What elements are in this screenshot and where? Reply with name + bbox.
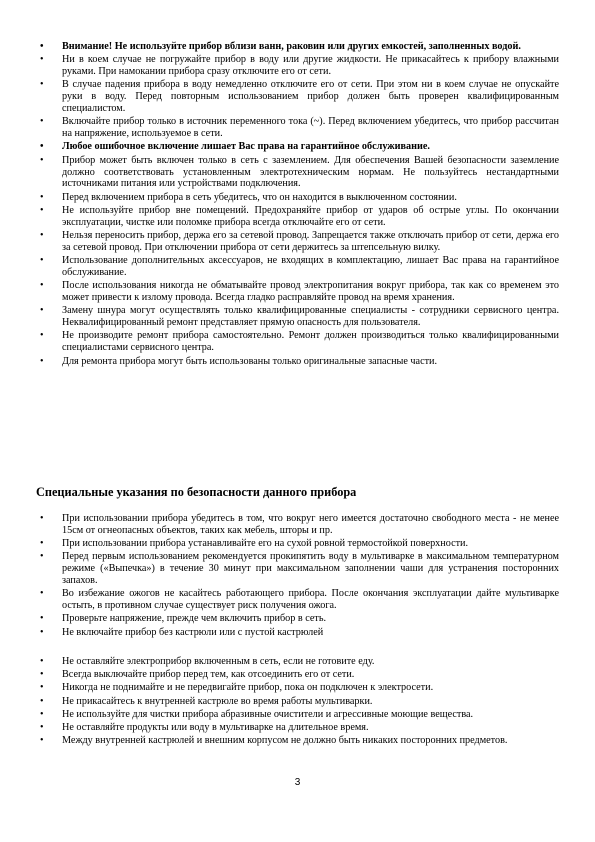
list-item-text: Во избежание ожогов не касайтесь работающего прибора. После окончания эксплуатации дайте мультиварке остыть, в противном случае существует риск получения ожога. — [62, 588, 559, 612]
bullet-icon: • — [40, 708, 44, 720]
list-item-text: Между внутренней кастрюлей и внешним корпусом не должно быть никаких посторонних предметов. — [62, 735, 508, 747]
list-item — [40, 305, 559, 329]
list-item — [40, 735, 559, 747]
list-item-text: При использовании прибора убедитесь в том, что вокруг него имеется достаточно свободного места - не менее 15см от огнеопасных объектов, таких как мебель, шторы и пр. — [62, 513, 559, 536]
list-item — [40, 79, 559, 115]
list-item — [40, 626, 559, 639]
list-item — [40, 613, 559, 625]
list-item-text: Не прикасайтесь к внутренней кастрюле во время работы мультиварки. — [62, 695, 373, 707]
list-item-text: Прибор может быть включен только в сеть с заземлением. Для обеспечения Вашей безопасности заземление должно соответствовать установленным электротехническим нормам. Не пользуйтесь нестандартными источниками питания или устройствами подключения. — [62, 154, 559, 190]
bullet-icon: • — [40, 54, 44, 66]
bullet-icon: • — [40, 41, 44, 52]
list-item — [40, 255, 559, 279]
list-item — [40, 538, 559, 550]
list-item — [40, 154, 559, 191]
bullet-icon: • — [40, 355, 44, 367]
list-item — [40, 682, 559, 694]
special-instructions-list-continued — [40, 656, 559, 748]
safety-warnings-list — [40, 41, 559, 369]
bullet-icon: • — [40, 229, 44, 241]
list-item-text: Проверьте напряжение, прежде чем включить прибор в сеть. — [62, 613, 327, 625]
bullet-icon: • — [40, 722, 44, 734]
list-item — [40, 41, 559, 53]
page-number: 3 — [294, 777, 301, 788]
bullet-icon: • — [40, 538, 44, 550]
list-item — [40, 551, 559, 587]
list-item — [40, 141, 559, 153]
list-item — [40, 280, 559, 304]
list-item — [40, 656, 559, 668]
list-item-text: Не оставляйте продукты или воду в мультиварке на длительное время. — [62, 722, 369, 734]
list-item — [40, 669, 559, 681]
list-item-text: В случае падения прибора в воду немедленно отключите его от сети. При этом ни в коем случае не опускайте руки в воду. Перед повторным использованием прибор должен быть проверен квалифицированным специалистом. — [62, 79, 559, 115]
list-item — [40, 330, 559, 354]
list-item-text: Не используйте для чистки прибора абразивные очистители и агрессивные моющие вещества. — [62, 708, 474, 720]
list-item — [40, 116, 559, 140]
list-item-text: Не производите ремонт прибора самостоятельно. Ремонт должен производиться только квалифицированными специалистами сервисного центра. — [62, 330, 559, 354]
bullet-icon: • — [40, 141, 44, 153]
list-item-text: Не оставляйте электроприбор включенным в сеть, если не готовите еду. — [62, 656, 375, 667]
list-item-text: После использования никогда не обматывайте провод электропитания вокруг прибора, так как со временем это может привести к излому провода. Всегда гладко расправляйте провод на время хранения. — [62, 280, 559, 304]
list-item-text: Нельзя переносить прибор, держа его за сетевой провод. Запрещается также отключать прибор от сети, держа его за сетевой провод. При отключении прибора от сети держитесь за штепсельную вилку. — [62, 229, 559, 253]
bullet-icon: • — [40, 588, 44, 600]
bullet-icon: • — [40, 330, 44, 342]
list-item-text: Всегда выключайте прибор перед тем, как отсоединить его от сети. — [62, 669, 355, 681]
list-item-text: Не используйте прибор вне помещений. Предохраняйте прибор от ударов об острые углы. По окончании эксплуатации, чистке или поломке прибора всегда отключайте его от сети. — [62, 204, 559, 228]
list-item-text: Включайте прибор только в источник переменного тока (~). Перед включением убедитесь, что прибор рассчитан на напряжение, используемое в сети. — [62, 116, 559, 140]
list-item — [40, 695, 559, 708]
bullet-icon: • — [40, 305, 44, 317]
list-item — [40, 355, 559, 368]
list-item — [40, 191, 559, 204]
list-item — [40, 204, 559, 229]
list-item-text: Перед первым использованием рекомендуется прокипятить воду в мультиварке в максимальном температурном режиме («Выпечка») в течение 30 минут при максимальном заполнении чаши для устранения посторонних запахов. — [62, 551, 559, 587]
section-heading: Специальные указания по безопасности данного прибора — [36, 485, 357, 499]
bullet-icon: • — [40, 255, 44, 267]
list-item — [40, 229, 559, 254]
bullet-icon: • — [40, 79, 44, 91]
bullet-icon: • — [40, 695, 44, 707]
list-item-text: Любое ошибочное включение лишает Вас права на гарантийное обслуживание. — [62, 141, 430, 153]
bullet-icon: • — [40, 551, 44, 563]
bullet-icon: • — [40, 682, 44, 694]
list-item — [40, 513, 559, 537]
bullet-icon: • — [40, 735, 44, 747]
list-item-text: Для ремонта прибора могут быть использованы только оригинальные запасные части. — [62, 355, 438, 367]
bullet-icon: • — [40, 280, 44, 292]
list-item — [40, 708, 559, 721]
list-item — [40, 54, 559, 78]
bullet-icon: • — [40, 154, 44, 166]
list-item-text: Ни в коем случае не погружайте прибор в воду или другие жидкости. Не прикасайтесь к прибору влажными руками. При намокании прибора сразу отключите его от сети. — [62, 54, 559, 78]
bullet-icon: • — [40, 626, 44, 638]
bullet-icon: • — [40, 204, 44, 216]
bullet-icon: • — [40, 513, 44, 524]
list-item-text: Внимание! Не используйте прибор вблизи ванн, раковин или других емкостей, заполненных водой. — [62, 41, 521, 52]
list-item-text: Никогда не поднимайте и не передвигайте прибор, пока он подключен к электросети. — [62, 682, 434, 694]
list-item-text: Не включайте прибор без кастрюли или с пустой кастрюлей — [62, 626, 324, 638]
bullet-icon: • — [40, 191, 44, 203]
bullet-icon: • — [40, 613, 44, 625]
special-instructions-list — [40, 513, 559, 640]
list-item-text: Замену шнура могут осуществлять только квалифицированные специалисты - сотрудники сервисного центра. Неквалифицированный ремонт представляет прямую опасность для пользователя. — [62, 305, 559, 329]
list-item-text: При использовании прибора устанавливайте его на сухой ровной термостойкой поверхности. — [62, 538, 469, 550]
list-item-text: Использование дополнительных аксессуаров, не входящих в комплектацию, лишает Вас права на гарантийное обслуживание. — [62, 255, 559, 278]
list-item — [40, 588, 559, 612]
list-item-text: Перед включением прибора в сеть убедитесь, что он находится в выключенном состоянии. — [62, 191, 457, 203]
list-item — [40, 722, 559, 734]
bullet-icon: • — [40, 669, 44, 681]
bullet-icon: • — [40, 656, 44, 667]
bullet-icon: • — [40, 116, 44, 128]
